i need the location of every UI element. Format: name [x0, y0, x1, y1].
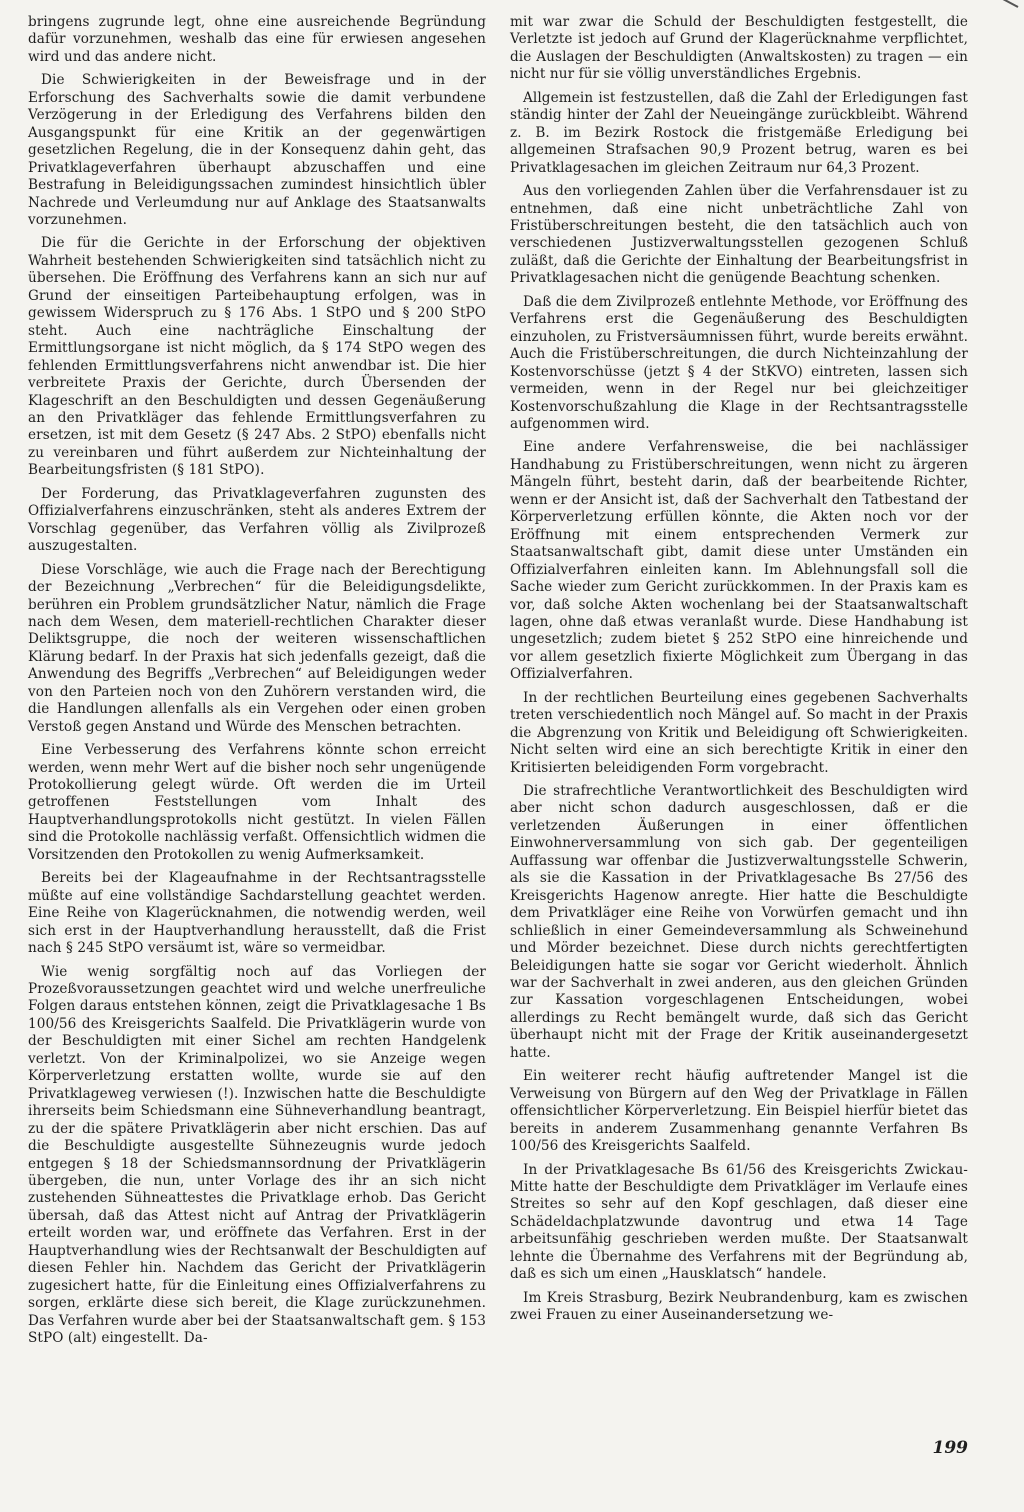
paragraph: Eine andere Verfahrensweise, die bei nachlässiger Handhabung zu Fristüberschreitungen, wenn nicht zu ärgeren Mängeln führt, besteht darin, daß der bearbeitende Richter, wenn er der Ansicht ist, daß der Sachverhalt den Tatbestand der Körperverletzung erfüllen könnte, die Akten noch vor der Eröffnung mit einem entsprechenden Vermerk zur Staatsanwaltschaft gibt, damit diese unter Umständen ein Offizialverfahren einleiten kann. Im Ablehnungsfall soll die Sache wieder zum Gericht zurückkommen. In der Praxis kam es vor, daß solche Akten wochenlang bei der Staatsanwaltschaft lagen, ohne daß etwas veranlaßt wurde. Diese Handhabung ist ungesetzlich; zudem bietet § 252 StPO eine hinreichende und vor allem gesetzlich fixierte Möglichkeit zum Übergang in das Offizialverfahren.	[510, 439, 968, 683]
paragraph: Bereits bei der Klageaufnahme in der Rechtsantragsstelle müßte auf eine vollständige Sachdarstellung geachtet werden. Eine Reihe von Klagerücknahmen, die notwendig werden, weil sich erst in der Hauptverhandlung herausstellt, daß die Frist nach § 245 StPO versäumt ist, wäre so vermeidbar.	[28, 870, 486, 957]
paragraph: Eine Verbesserung des Verfahrens könnte schon erreicht werden, wenn mehr Wert auf die bisher noch sehr ungenügende Protokollierung gelegt würde. Oft werden die im Urteil getroffenen Feststellungen vom Inhalt des Hauptverhandlungsprotokolls nicht gestützt. In vielen Fällen sind die Protokolle nachlässig verfaßt. Offensichtlich widmen die Vorsitzenden den Protokollen zu wenig Aufmerksamkeit.	[28, 742, 486, 863]
paragraph: Im Kreis Strasburg, Bezirk Neubrandenburg, kam es zwischen zwei Frauen zu einer Auseinandersetzung we-	[510, 1289, 968, 1324]
paragraph: Die für die Gerichte in der Erforschung der objektiven Wahrheit bestehenden Schwierigkeiten sind tatsächlich nicht zu übersehen. Die Eröffnung des Verfahrens kann an sich nur auf Grund der einseitigen Parteibehauptung erfolgen, was in gewissem Widerspruch zu § 176 Abs. 1 StPO und § 200 StPO steht. Auch eine nachträgliche Einschaltung der Ermittlungsorgane ist nicht möglich, da § 174 StPO wegen des fehlenden Ermittlungsverfahrens nicht anwendbar ist. Die hier verbreitete Praxis der Gerichte, durch Übersenden der Klageschrift an den Beschuldigten und dessen Gegenäußerung an den Privatkläger das fehlende Ermittlungsverfahren zu ersetzen, ist mit dem Gesetz (§ 247 Abs. 2 StPO) ebenfalls nicht zu vereinbaren und führt außerdem zur Nichteinhaltung der Bearbeitungsfristen (§ 181 StPO).	[28, 235, 486, 479]
paragraph: mit war zwar die Schuld der Beschuldigten festgestellt, die Verletzte ist jedoch auf Grund der Klagerücknahme verpflichtet, die Auslagen der Beschuldigten (Anwaltskosten) zu tragen — ein nicht nur für sie völlig unverständliches Ergebnis.	[510, 14, 968, 83]
paragraph: Aus den vorliegenden Zahlen über die Verfahrensdauer ist zu entnehmen, daß eine nicht unbeträchtliche Zahl von Fristüberschreitungen besteht, die den tatsächlich auch von verschiedenen Justizverwaltungsstellen gezogenen Schluß zuläßt, daß die Gerichte der Einhaltung der Bearbeitungsfrist in Privatklagesachen nicht die genügende Beachtung schenken.	[510, 183, 968, 287]
paragraph: In der rechtlichen Beurteilung eines gegebenen Sachverhalts treten verschiedentlich noch Mängel auf. So macht in der Praxis die Abgrenzung von Kritik und Beleidigung oft Schwierigkeiten. Nicht selten wird eine an sich berechtigte Kritik in einer den Kritisierten beleidigenden Form vorgebracht.	[510, 689, 968, 776]
right-column	[510, 14, 968, 1354]
paragraph: Ein weiterer recht häufig auftretender Mangel ist die Verweisung von Bürgern auf den Weg der Privatklage in Fällen offensichtlicher Körperverletzung. Ein Beispiel hierfür bietet das bereits in anderem Zusammenhang genannte Verfahren Bs 100/56 des Kreisgerichts Saalfeld.	[510, 1068, 968, 1155]
left-column	[28, 14, 486, 1354]
paragraph: Diese Vorschläge, wie auch die Frage nach der Berechtigung der Bezeichnung „Verbrechen“ für die Beleidigungsdelikte, berühren ein Problem grundsätzlicher Natur, nämlich die Frage nach dem Wesen, dem materiell-rechtlichen Charakter dieser Deliktsgruppe, die noch der weiteren wissenschaftlichen Klärung bedarf. In der Praxis hat sich jedenfalls gezeigt, daß die Anwendung des Begriffs „Verbrechen“ auf Beleidigungen weder von den Parteien noch von den Zuhörern verstanden wird, die die Handlungen allenfalls als ein Vergehen oder einen groben Verstoß gegen Anstand und Würde des Menschen betrachten.	[28, 561, 486, 735]
corner-mark	[984, 0, 1018, 8]
paragraph: Die Schwierigkeiten in der Beweisfrage und in der Erforschung des Sachverhalts sowie die damit verbundene Verzögerung in der Erledigung des Verfahrens bilden den Ausgangspunkt für eine Kritik an der gegenwärtigen gesetzlichen Regelung, die in der Konsequenz dahin geht, das Privatklageverfahren überhaupt abzuschaffen und eine Bestrafung in Beleidigungssachen zumindest hinsichtlich übler Nachrede und Verleumdung nur auf Anklage des Staatsanwalts vorzunehmen.	[28, 72, 486, 228]
paragraph: Wie wenig sorgfältig noch auf das Vorliegen der Prozeßvoraussetzungen geachtet wird und welche unerfreuliche Folgen daraus entstehen können, zeigt die Privatklagesache 1 Bs 100/56 des Kreisgerichts Saalfeld. Die Privatklägerin wurde von der Beschuldigten mit einer Sichel am rechten Handgelenk verletzt. Von der Kriminalpolizei, wo sie Anzeige wegen Körperverletzung erstatten wollte, wurde sie auf den Privatklageweg verwiesen (!). Inzwischen hatte die Beschuldigte ihrerseits beim Schiedsmann eine Sühneverhandlung beantragt, zu der die spätere Privatklägerin aber nicht erschien. Das auf die Beschuldigte ausgestellte Sühnezeugnis wurde jedoch entgegen § 18 der Schiedsmannsordnung der Privatklägerin übergeben, die nun, unter Vorlage des ihr an sich nicht zustehenden Sühneattestes die Privatklage erhob. Das Gericht übersah, daß das Attest nicht auf Antrag der Privatklägerin erteilt worden war, und eröffnete das Verfahren. Erst in der Hauptverhandlung wies der Rechtsanwalt der Beschuldigten auf diesen Fehler hin. Nachdem das Gericht der Privatklägerin zugesichert hatte, für die Einleitung eines Offizialverfahrens zu sorgen, erklärte diese sich bereit, die Klage zurückzunehmen. Das Verfahren wurde aber bei der Staatsanwaltschaft gem. § 153 StPO (alt) eingestellt. Da-	[28, 963, 486, 1347]
paragraph: bringens zugrunde legt, ohne eine ausreichende Begründung dafür vorzunehmen, weshalb das eine für erwiesen angesehen wird und das andere nicht.	[28, 14, 486, 65]
document-page	[28, 14, 968, 1494]
text-columns	[28, 14, 968, 1354]
page-number: 199	[932, 1438, 968, 1458]
paragraph: Daß die dem Zivilprozeß entlehnte Methode, vor Eröffnung des Verfahrens erst die Gegenäußerung des Beschuldigten einzuholen, zu Fristversäumnissen führt, wurde bereits erwähnt. Auch die Fristüberschreitungen, die durch Nichteinzahlung der Kostenvorschüsse (jetzt § 4 der StKVO) eintreten, lassen sich vermeiden, wenn in der Regel nur bei gleichzeitiger Kostenvorschußzahlung die Klage in der Rechtsantragsstelle aufgenommen wird.	[510, 293, 968, 432]
paragraph: Die strafrechtliche Verantwortlichkeit des Beschuldigten wird aber nicht schon dadurch ausgeschlossen, daß er die verletzenden Äußerungen in einer öffentlichen Einwohnerversammlung von sich gab. Der gegenteiligen Auffassung war offenbar die Justizverwaltungsstelle Schwerin, als sie die Kassation in der Privatklagesache Bs 27/56 des Kreisgerichts Hagenow anregte. Hier hatte die Beschuldigte dem Privatkläger eine Reihe von Vorwürfen gemacht und ihn schließlich in einer Gemeindeversammlung als Schweinehund und Mörder bezeichnet. Diese durch nichts gerechtfertigten Beleidigungen hatte sie sogar vor Gericht wiederholt. Ähnlich war der Sachverhalt in zwei anderen, aus den gleichen Gründen zur Kassation vorgeschlagenen Entscheidungen, wobei allerdings zu Recht bemängelt wurde, daß sich das Gericht überhaupt nicht mit der Frage der Kritik auseinandergesetzt hatte.	[510, 783, 968, 1061]
paragraph: In der Privatklagesache Bs 61/56 des Kreisgerichts Zwickau-Mitte hatte der Beschuldigte dem Privatkläger im Verlaufe eines Streites so sehr auf den Kopf geschlagen, daß dieser eine Schädeldachplatzwunde davontrug und etwa 14 Tage arbeitsunfähig geschrieben werden mußte. Der Staatsanwalt lehnte die Übernahme des Verfahrens mit der Begründung ab, daß es sich um einen „Hausklatsch“ handele.	[510, 1161, 968, 1283]
paragraph: Der Forderung, das Privatklageverfahren zugunsten des Offizialverfahrens einzuschränken, steht als anderes Extrem der Vorschlag gegenüber, das Verfahren völlig als Zivilprozeß auszugestalten.	[28, 485, 486, 555]
paragraph: Allgemein ist festzustellen, daß die Zahl der Erledigungen fast ständig hinter der Zahl der Neueingänge zurückbleibt. Während z. B. im Bezirk Rostock die fristgemäße Erledigung bei allgemeinen Strafsachen 90,9 Prozent betrug, waren es bei Privatklagesachen im gleichen Zeitraum nur 64,3 Prozent.	[510, 89, 968, 176]
